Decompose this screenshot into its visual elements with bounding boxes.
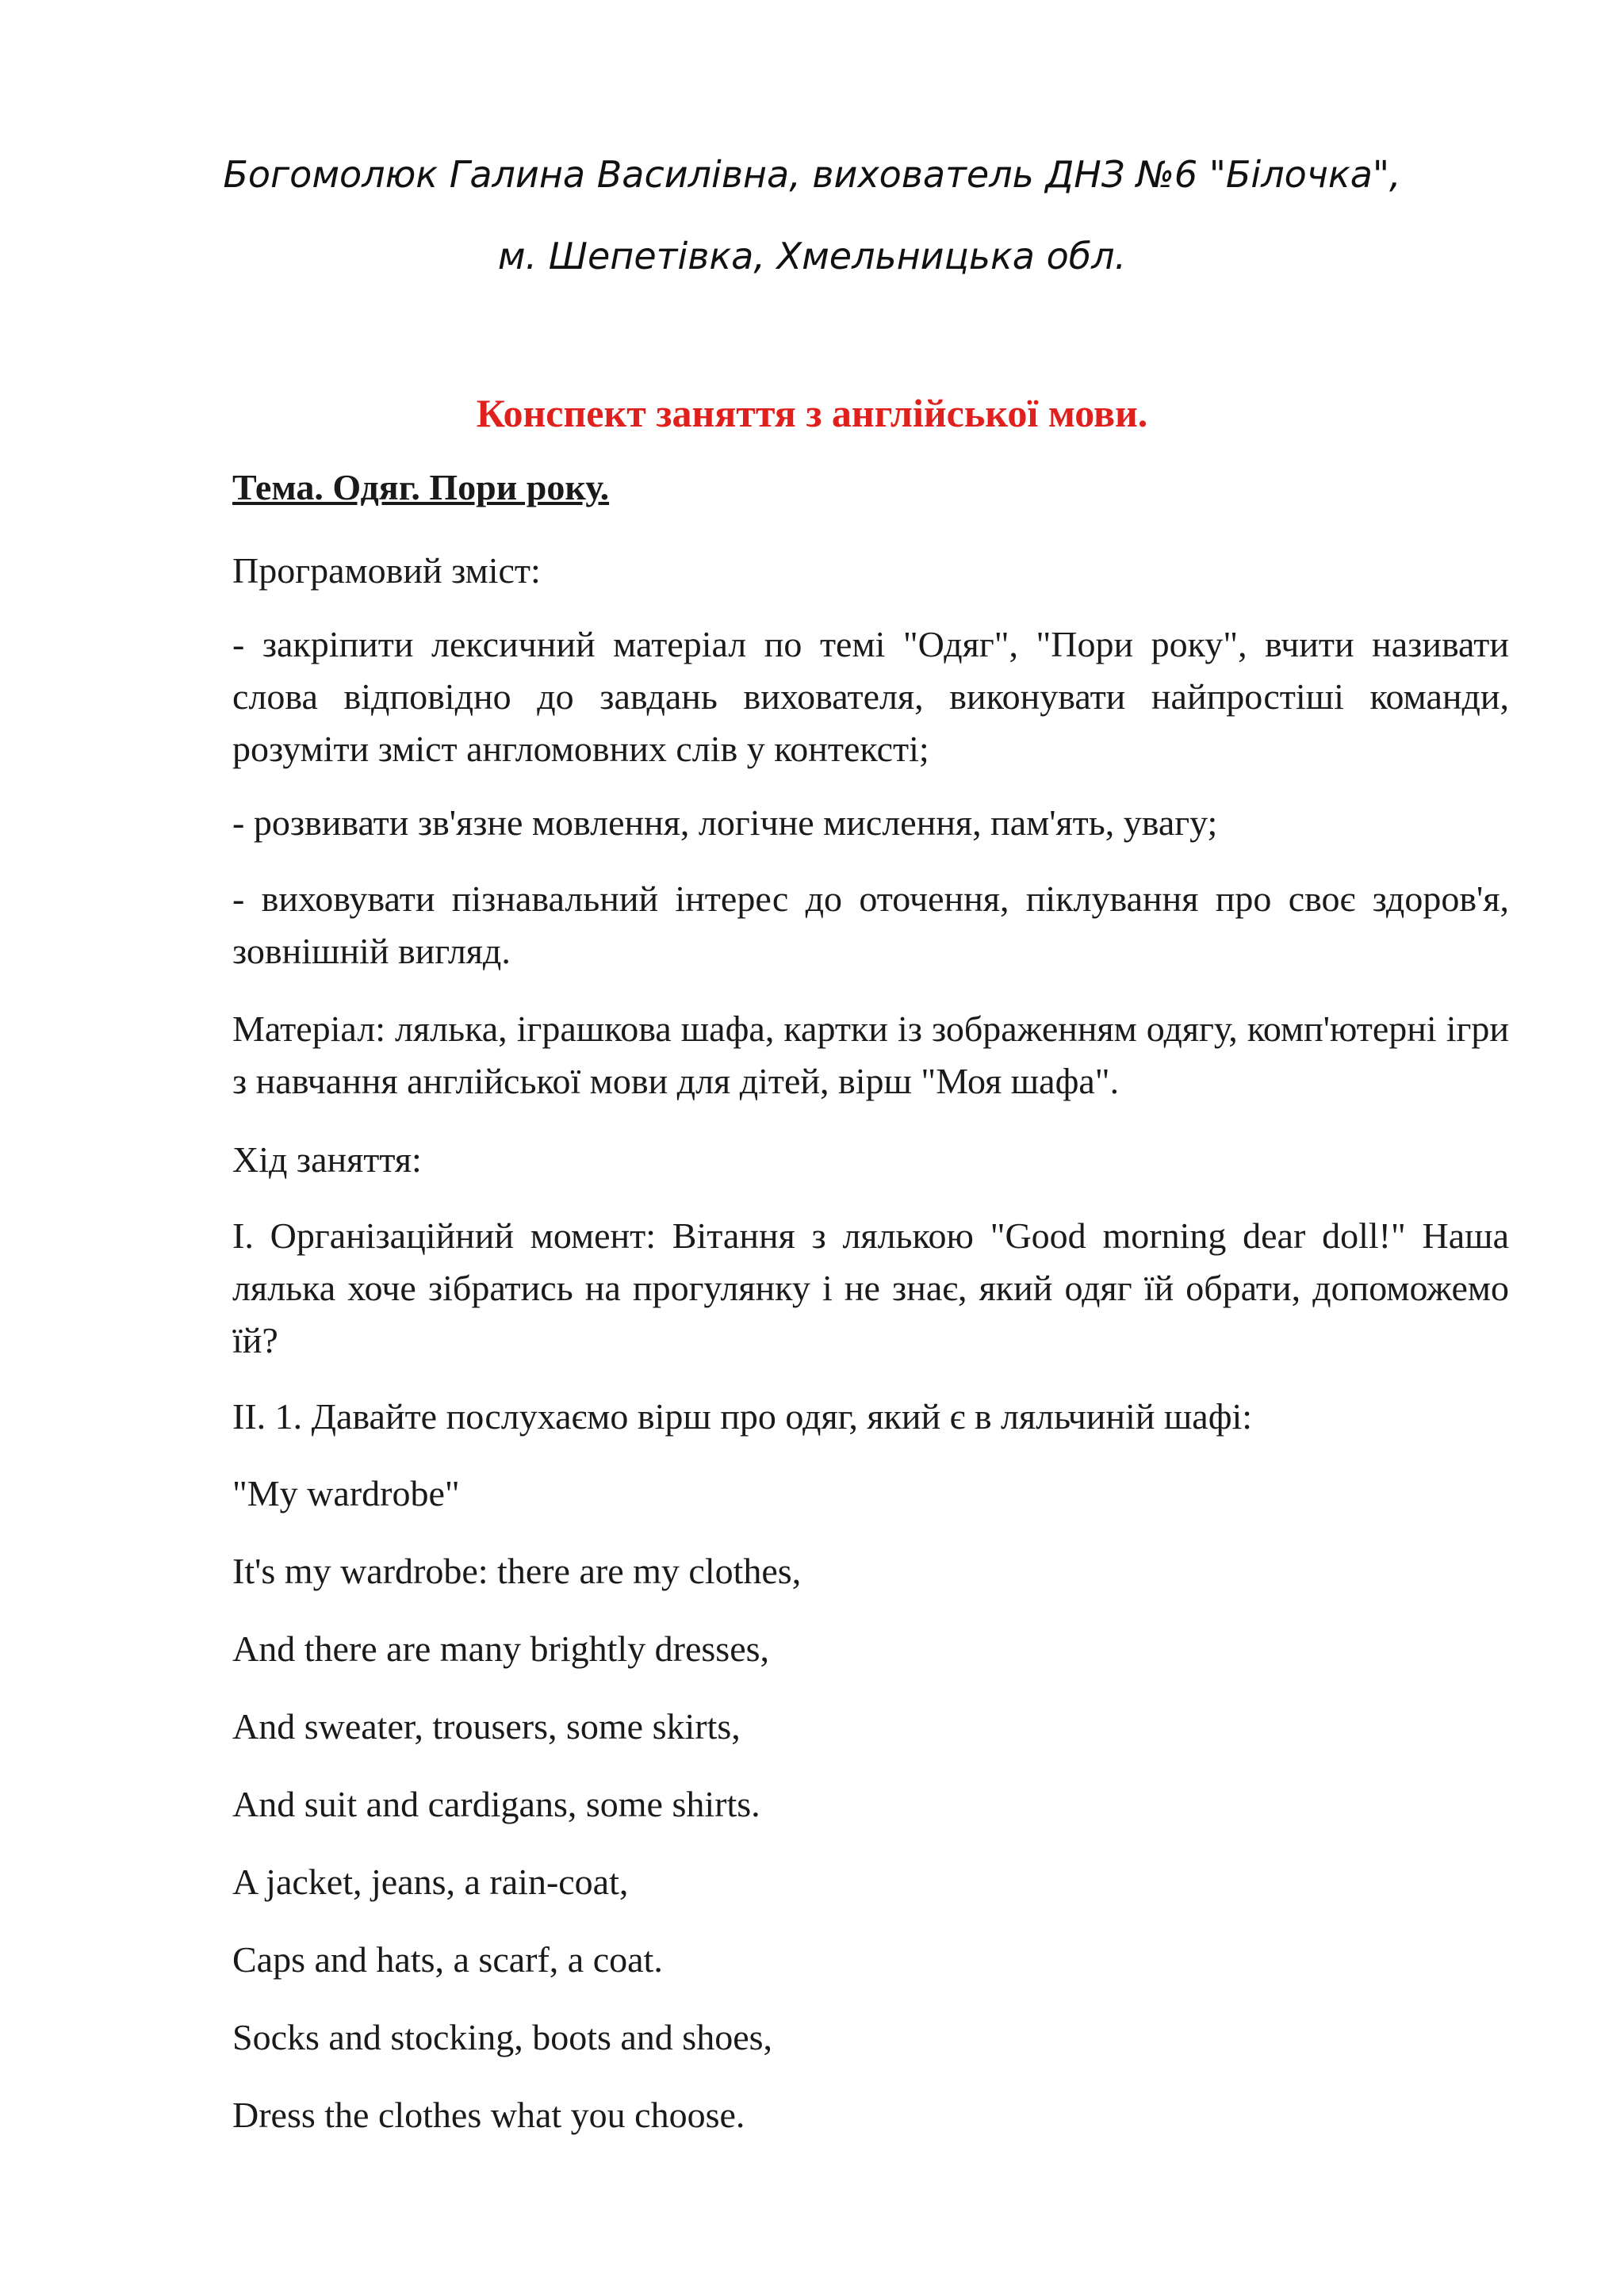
poem-line: And there are many brightly dresses,	[232, 1628, 770, 1669]
poem-line: A jacket, jeans, a rain-coat,	[232, 1862, 629, 1902]
topic-heading: Тема. Одяг. Пори року.	[232, 467, 610, 507]
progress-label: Хід заняття:	[232, 1139, 422, 1180]
program-label: Програмовий зміст:	[232, 550, 541, 591]
document-title: Конспект заняття з англійської мови.	[476, 391, 1148, 435]
poem-line: Caps and hats, a scarf, a coat.	[232, 1939, 663, 1980]
author-line-1: Богомолюк Галина Василівна, вихователь ДНЗ №6 "Білочка",	[223, 153, 1401, 196]
poem-title: "My wardrobe"	[232, 1473, 460, 1513]
poem-line: And sweater, trousers, some skirts,	[232, 1706, 741, 1747]
author-line-2: м. Шепетівка, Хмельницька обл.	[497, 235, 1127, 277]
poem-line: And suit and cardigans, some shirts.	[232, 1784, 760, 1824]
poem-line: It's my wardrobe: there are my clothes,	[232, 1551, 802, 1591]
material-paragraph: Матеріал: лялька, іграшкова шафа, картки із зображенням одягу, комп'ютерні ігри з навчання англійської мови для дітей, вірш "Моя шафа".	[232, 1008, 1509, 1101]
goal-item-2: - розвивати зв'язне мовлення, логічне мислення, пам'ять, увагу;	[232, 802, 1218, 843]
goal-item-1: - закріпити лексичний матеріал по темі "Одяг", "Пори року", вчити називати слова відповідно до завдань вихователя, виконувати найпростіші команди, розуміти зміст англомовних слів у контексті;	[232, 624, 1509, 769]
goal-item-3: - виховувати пізнавальний інтерес до оточення, піклування про своє здоров'я, зовнішній вигляд.	[232, 878, 1509, 971]
poem-line: Socks and stocking, boots and shoes,	[232, 2017, 773, 2057]
part2-paragraph: ІІ. 1. Давайте послухаємо вірш про одяг, який є в ляльчиній шафі:	[232, 1396, 1253, 1437]
org-moment-paragraph: І. Організаційний момент: Вітання з лялькою "Good morning dear doll!" Наша лялька хоче зібратись на прогулянку і не знає, який одяг їй обрати, допоможемо їй?	[232, 1215, 1509, 1360]
poem-line: Dress the clothes what you choose.	[232, 2095, 745, 2135]
